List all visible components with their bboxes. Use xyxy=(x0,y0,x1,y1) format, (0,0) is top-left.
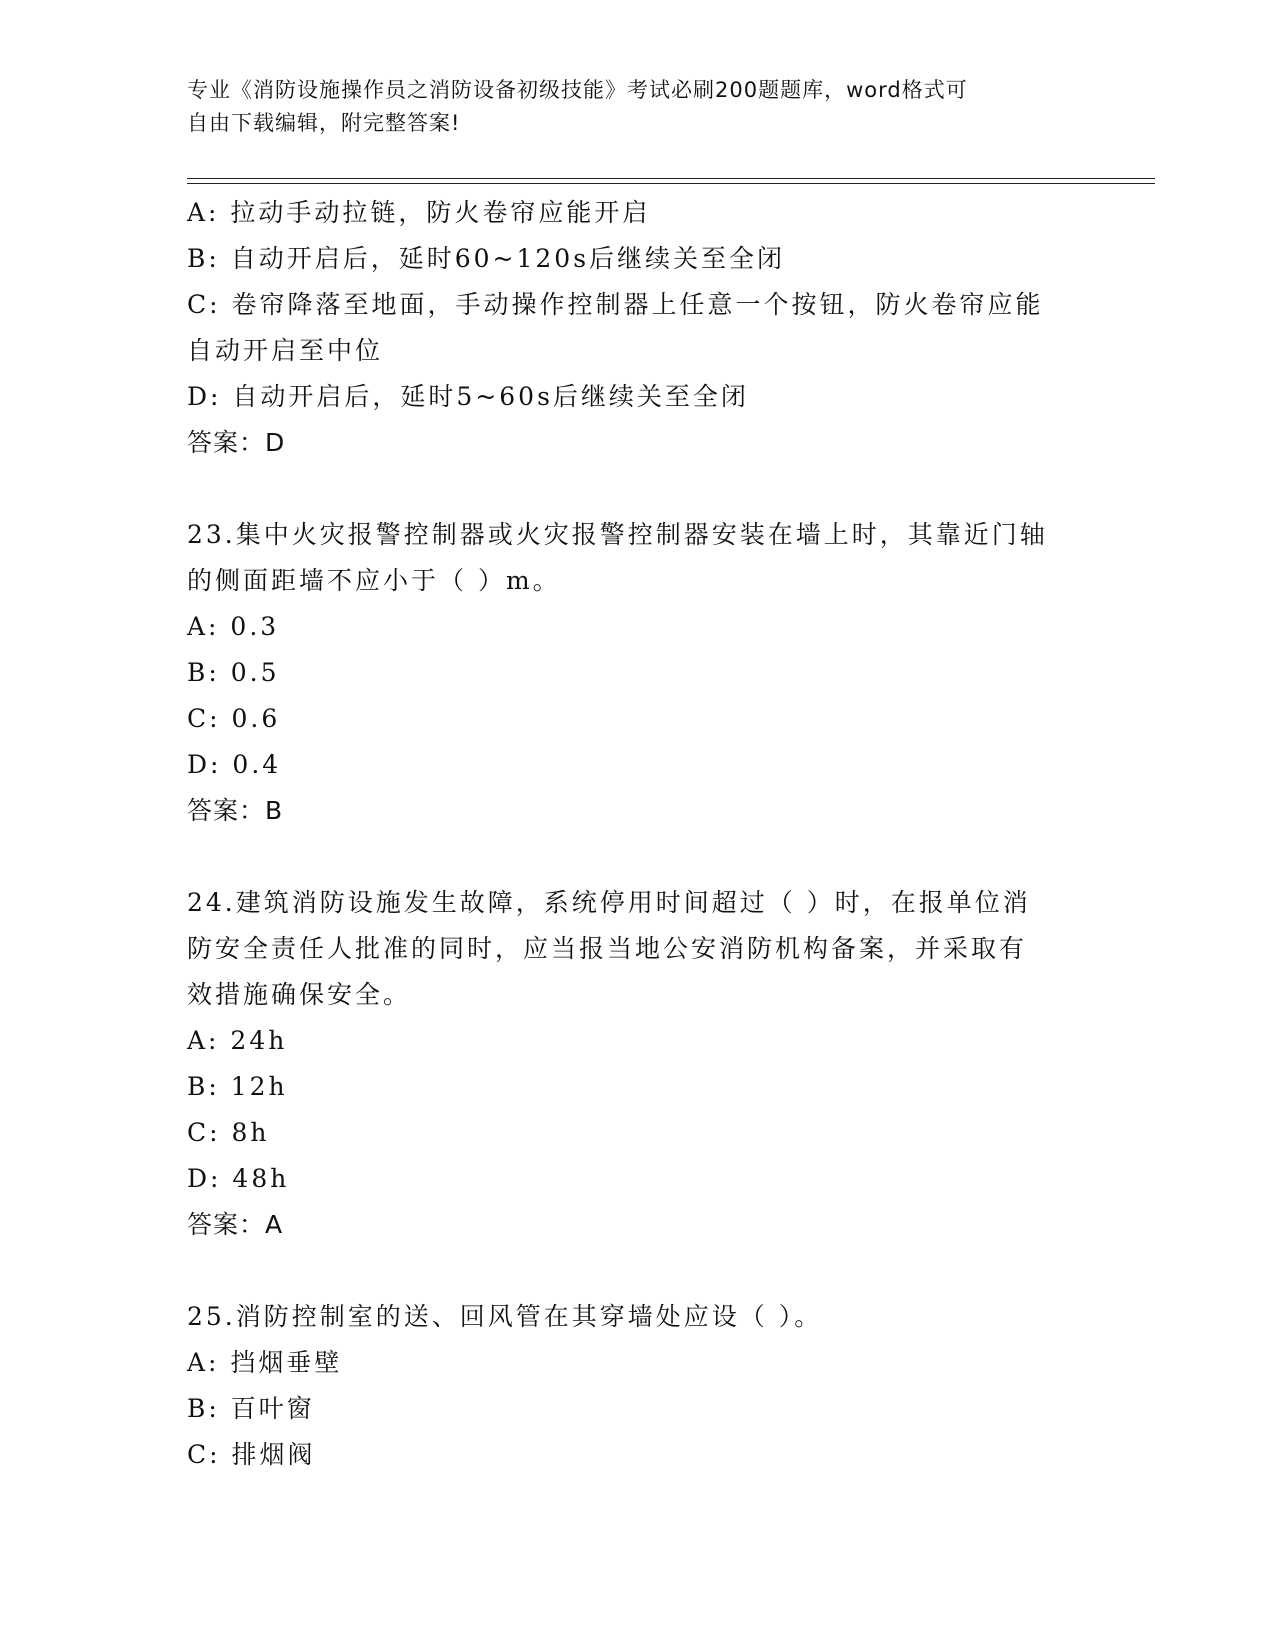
q24-answer: 答案：A xyxy=(187,1210,284,1239)
q25-option-c: C: 排烟阀 xyxy=(187,1440,316,1469)
q24-stem-line-2: 防安全责任人批准的同时，应当报当地公安消防机构备案，并采取有 xyxy=(187,934,1028,963)
q22-option-d: D: 自动开启后，延时5~60s后继续关至全闭 xyxy=(187,382,749,411)
question-spacer xyxy=(187,1248,1087,1294)
question-25-block xyxy=(187,1294,1087,1478)
header-divider-bottom xyxy=(187,183,1155,184)
q23-answer: 答案：B xyxy=(187,796,284,825)
question-23-block xyxy=(187,512,1087,834)
q22-option-a: A: 拉动手动拉链，防火卷帘应能开启 xyxy=(187,198,651,227)
q23-option-d: D: 0.4 xyxy=(187,750,282,779)
q24-stem-line-3: 效措施确保安全。 xyxy=(187,980,412,1009)
q23-option-b: B: 0.5 xyxy=(187,658,280,687)
q22-option-b: B: 自动开启后，延时60~120s后继续关至全闭 xyxy=(187,244,786,273)
q23-option-c: C: 0.6 xyxy=(187,704,281,733)
question-list xyxy=(187,190,1087,1478)
question-22-block xyxy=(187,190,1087,466)
q24-option-b: B: 12h xyxy=(187,1072,288,1101)
q25-option-b: B: 百叶窗 xyxy=(187,1394,315,1423)
q24-option-d: D: 48h xyxy=(187,1164,290,1193)
header-line-2: 自由下载编辑，附完整答案! xyxy=(187,111,461,135)
q24-option-a: A: 24h xyxy=(187,1026,288,1055)
q24-option-c: C: 8h xyxy=(187,1118,270,1147)
question-spacer xyxy=(187,834,1087,880)
q25-option-a: A: 挡烟垂壁 xyxy=(187,1348,343,1377)
document-header xyxy=(187,74,1087,140)
header-divider-top xyxy=(187,178,1155,179)
header-line-1: 专业《消防设施操作员之消防设备初级技能》考试必刷200题题库，word格式可 xyxy=(187,78,968,102)
q23-stem-line-1: 23.集中火灾报警控制器或火灾报警控制器安装在墙上时，其靠近门轴 xyxy=(187,520,1048,549)
q25-stem-line-1: 25.消防控制室的送、回风管在其穿墙处应设（ ）。 xyxy=(187,1302,823,1331)
q22-option-c-line-1: C: 卷帘降落至地面，手动操作控制器上任意一个按钮，防火卷帘应能 xyxy=(187,290,1044,319)
q23-option-a: A: 0.3 xyxy=(187,612,280,641)
q22-answer: 答案：D xyxy=(187,428,286,457)
q24-stem-line-1: 24.建筑消防设施发生故障，系统停用时间超过（ ）时，在报单位消 xyxy=(187,888,1031,917)
question-spacer xyxy=(187,466,1087,512)
q22-option-c-line-2: 自动开启至中位 xyxy=(187,336,384,365)
q23-stem-line-2: 的侧面距墙不应小于（ ）m。 xyxy=(187,566,561,595)
question-24-block xyxy=(187,880,1087,1248)
